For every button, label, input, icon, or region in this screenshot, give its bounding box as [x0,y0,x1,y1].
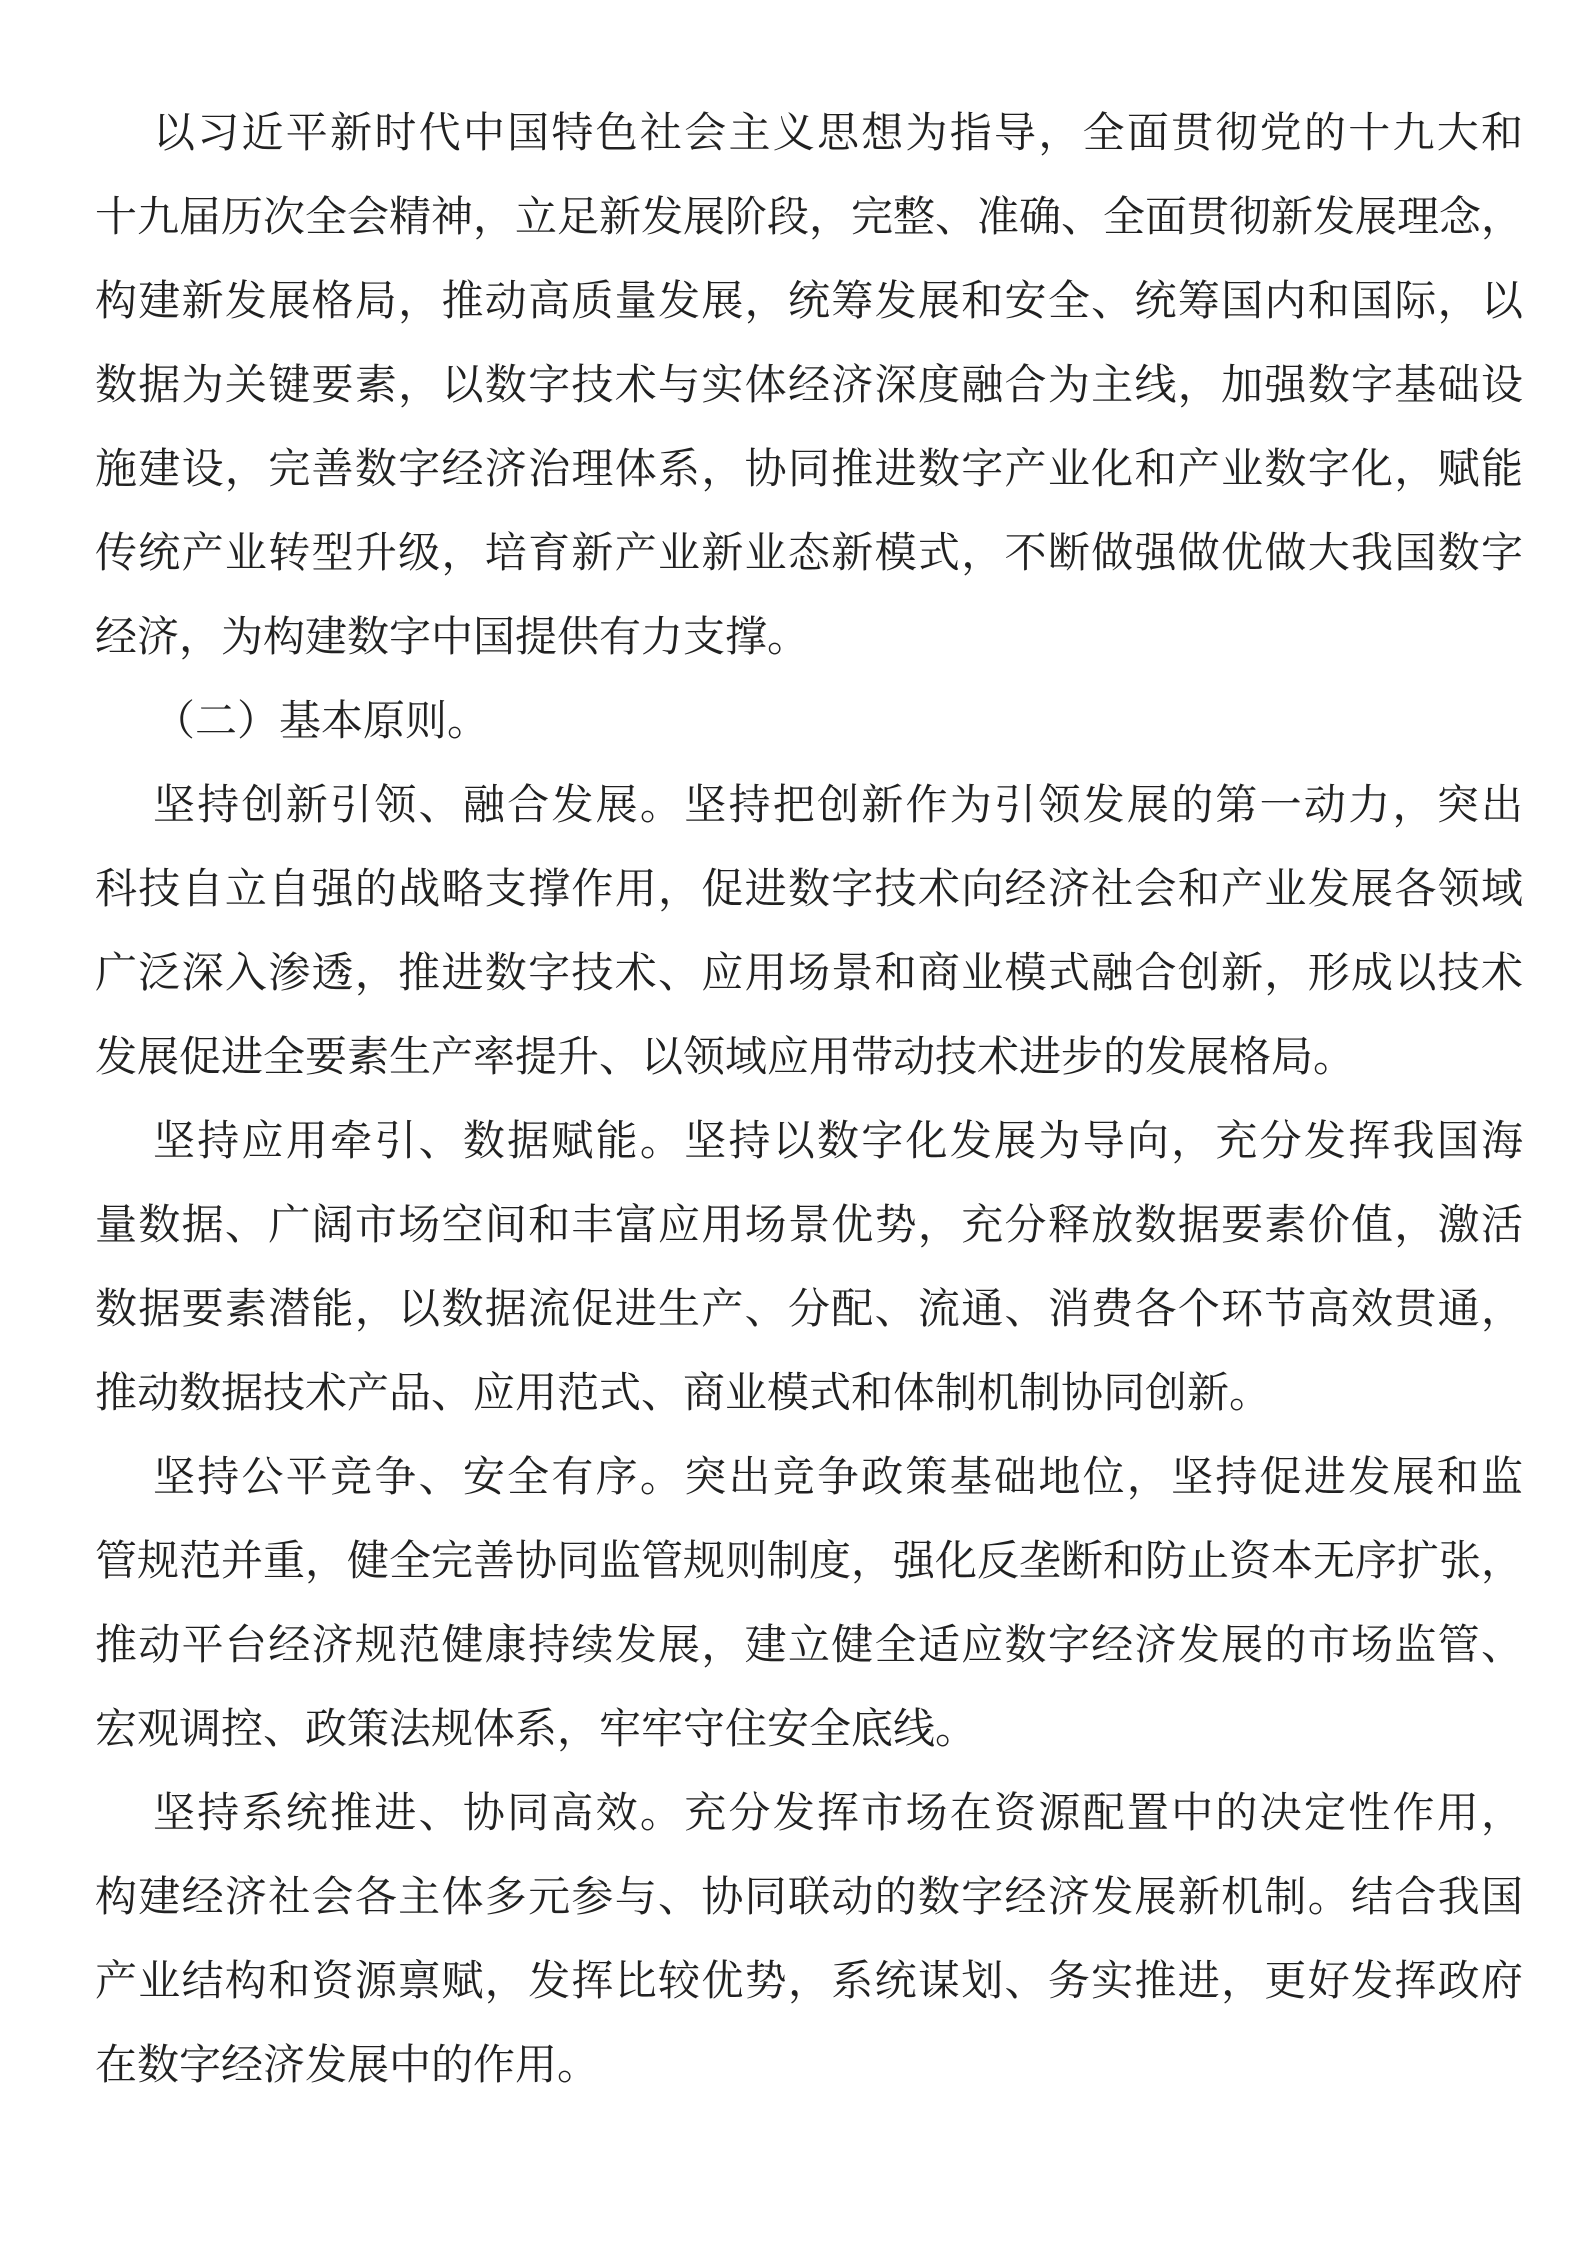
paragraph [95,764,1523,1100]
text-line: 坚持系统推进、协同高效。充分发挥市场在资源配置中的决定性作用， [153,1791,1523,1837]
text-body [95,92,1523,2108]
text-line: 量数据、广阔市场空间和丰富应用场景优势，充分释放数据要素价值，激活 [95,1203,1523,1249]
text-line: 产业结构和资源禀赋，发挥比较优势，系统谋划、务实推进，更好发挥政府 [95,1959,1523,2005]
text-line: 科技自立自强的战略支撑作用，促进数字技术向经济社会和产业发展各领域 [95,867,1523,913]
text-line: 广泛深入渗透，推进数字技术、应用场景和商业模式融合创新，形成以技术 [95,951,1523,997]
text-line: 坚持创新引领、融合发展。坚持把创新作为引领发展的第一动力，突出 [153,783,1523,829]
text-line: 坚持公平竞争、安全有序。突出竞争政策基础地位，坚持促进发展和监 [153,1455,1523,1501]
section-heading: （二）基本原则。 [153,699,490,745]
text-line: 发展促进全要素生产率提升、以领域应用带动技术进步的发展格局。 [95,1035,1356,1081]
text-line: 十九届历次全会精神，立足新发展阶段，完整、准确、全面贯彻新发展理念， [95,195,1524,241]
text-line: 在数字经济发展中的作用。 [95,2043,600,2089]
text-line: 施建设，完善数字经济治理体系，协同推进数字产业化和产业数字化，赋能 [95,447,1523,493]
paragraph [95,1436,1523,1772]
text-line: 构建新发展格局，推动高质量发展，统筹发展和安全、统筹国内和国际，以 [95,279,1523,325]
text-line: 数据要素潜能，以数据流促进生产、分配、流通、消费各个环节高效贯通， [95,1287,1523,1333]
text-line: 推动平台经济规范健康持续发展，建立健全适应数字经济发展的市场监管、 [95,1623,1523,1669]
text-line: 宏观调控、政策法规体系，牢牢守住安全底线。 [95,1707,978,1753]
text-line: 以习近平新时代中国特色社会主义思想为指导，全面贯彻党的十九大和 [153,111,1523,157]
text-line: 管规范并重，健全完善协同监管规则制度，强化反垄断和防止资本无序扩张， [95,1539,1524,1585]
text-line: 推动数据技术产品、应用范式、商业模式和体制机制协同创新。 [95,1371,1272,1417]
text-line: 数据为关键要素，以数字技术与实体经济深度融合为主线，加强数字基础设 [95,363,1523,409]
text-line: 传统产业转型升级，培育新产业新业态新模式，不断做强做优做大我国数字 [95,531,1523,577]
paragraph [95,92,1523,680]
paragraph [95,1100,1523,1436]
text-line: 构建经济社会各主体多元参与、协同联动的数字经济发展新机制。结合我国 [95,1875,1523,1921]
text-line: 经济，为构建数字中国提供有力支撑。 [95,615,810,661]
section-heading-block [95,680,1523,764]
paragraph [95,1772,1523,2108]
text-line: 坚持应用牵引、数据赋能。坚持以数字化发展为导向，充分发挥我国海 [153,1119,1523,1165]
